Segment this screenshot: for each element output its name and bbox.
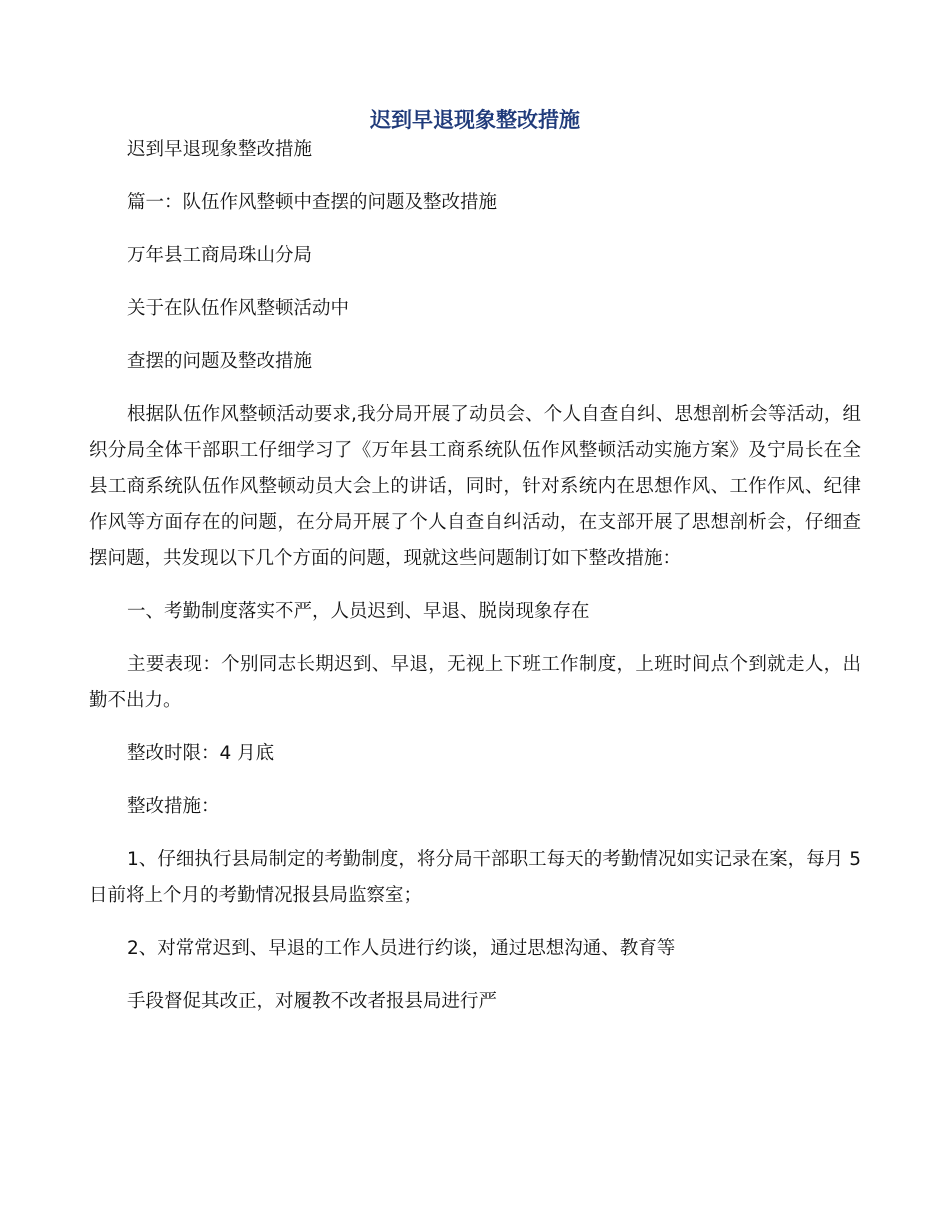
document-body [89,132,861,1037]
paragraph-measures-label: 整改措施： [127,796,220,817]
paragraph-continuation: 手段督促其改正，对履教不改者报县局进行严 [127,991,498,1012]
paragraph-part-one-heading: 篇一：队伍作风整顿中查摆的问题及整改措施 [127,192,498,213]
paragraph-heading-line-2: 查摆的问题及整改措施 [127,351,313,372]
paragraph-introduction: 根据队伍作风整顿活动要求,我分局开展了动员会、个人自查自纠、思想剖析会等活动，组织分局全体干部职工仔细学习了《万年县工商系统队伍作风整顿活动实施方案》及宁局长在全县工商系统队伍作风整顿动员大会上的讲话，同时，针对系统内在思想作风、工作作风、纪律作风等方面存在的问题，在分局开展了个人自查自纠活动，在支部开展了思想剖析会，仔细查摆问题，共发现以下几个方面的问题，现就这些问题制订如下整改措施： [89,404,861,569]
paragraph-subtitle: 迟到早退现象整改措施 [127,139,313,160]
paragraph-issue-one: 一、考勤制度落实不严，人员迟到、早退、脱岗现象存在 [127,601,590,622]
document-title: 迟到早退现象整改措施 [370,107,580,132]
paragraph-heading-line-1: 关于在队伍作风整顿活动中 [127,298,350,319]
paragraph-measure-2: 2、对常常迟到、早退的工作人员进行约谈，通过思想沟通、教育等 [127,938,676,959]
paragraph-deadline: 整改时限：4 月底 [127,743,275,764]
paragraph-main-performance: 主要表现：个别同志长期迟到、早退，无视上下班工作制度，上班时间点个到就走人，出勤不出力。 [89,654,861,711]
paragraph-measure-1: 1、仔细执行县局制定的考勤制度，将分局干部职工每天的考勤情况如实记录在案，每月 5 日前将上个月的考勤情况报县局监察室； [89,849,861,906]
paragraph-organization: 万年县工商局珠山分局 [127,245,313,266]
